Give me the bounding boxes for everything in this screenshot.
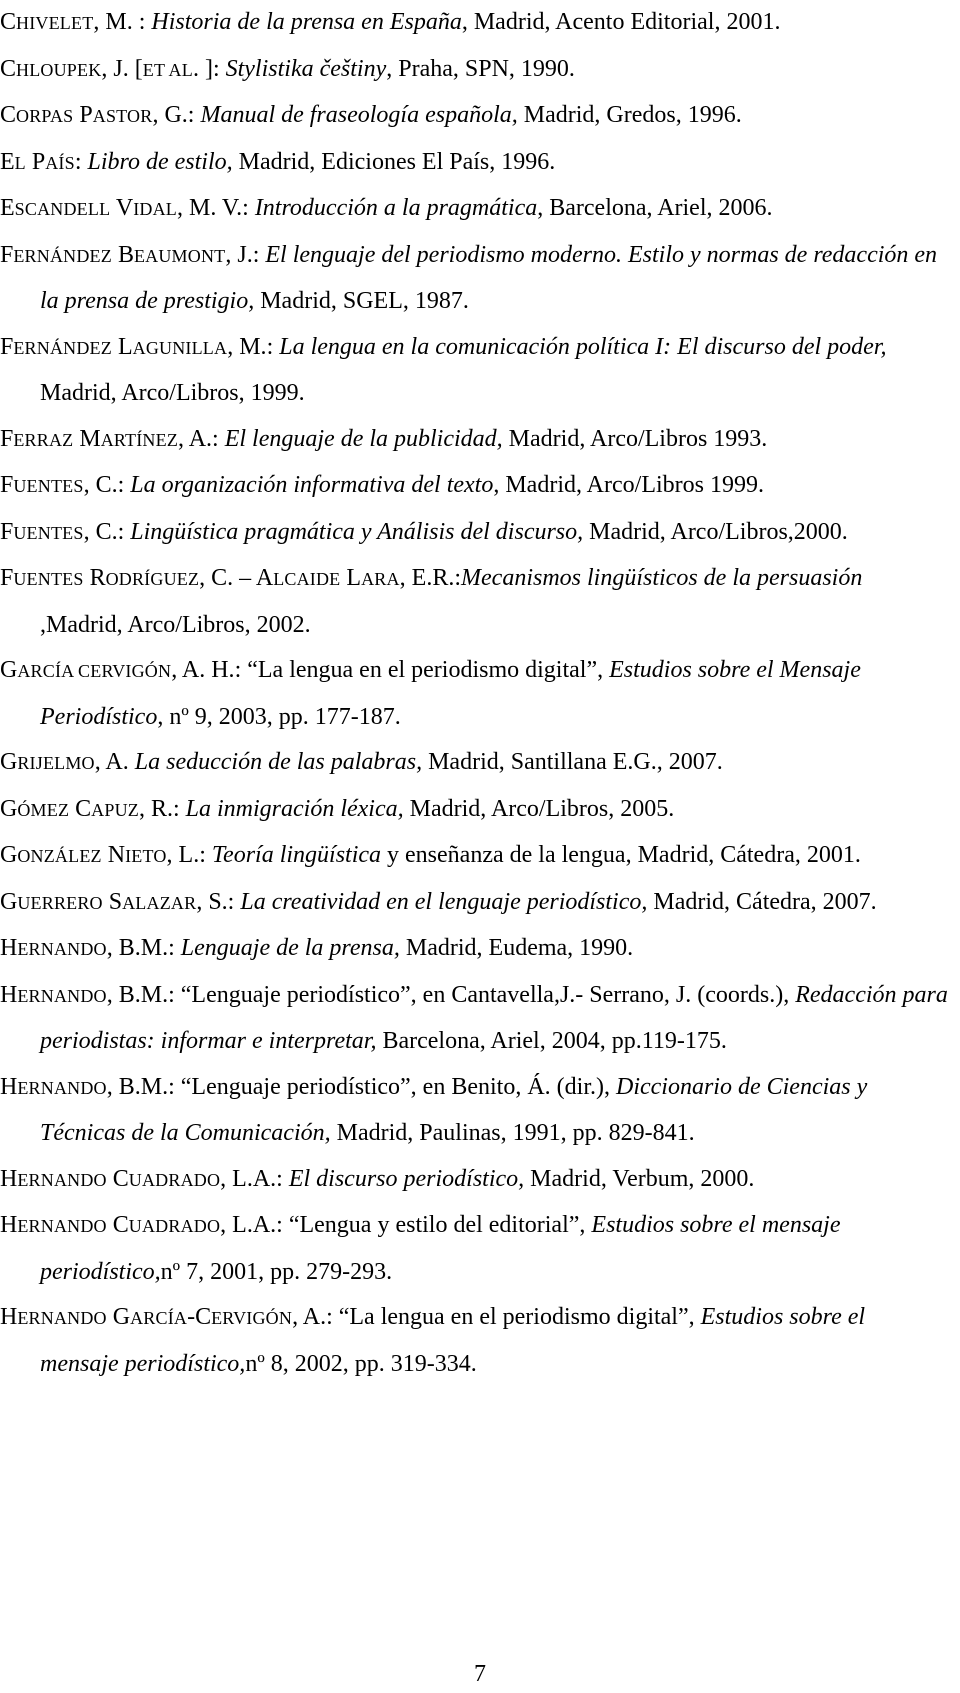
author-name: F	[0, 565, 14, 591]
author-name: B	[111, 241, 134, 268]
author-name: ARCÍA CERVIGÓN	[17, 661, 172, 681]
citation-text: :	[212, 55, 226, 82]
author-name: F	[0, 472, 14, 498]
author-name: , A.	[178, 425, 213, 452]
author-name: UADRADO	[128, 1216, 221, 1236]
author-name: , G.	[152, 102, 188, 128]
citation-text: Madrid, Arco/Libros, 2005.	[403, 795, 675, 822]
author-name: , A.	[94, 749, 135, 775]
author-name: , J. [	[101, 55, 143, 82]
author-name: ERNÁNDEZ	[13, 337, 112, 358]
citation-text: :	[242, 195, 255, 221]
author-name: ARCÍA	[130, 1308, 188, 1328]
citation-text: , Barcelona, Ariel, 2006.	[537, 195, 773, 221]
citation-text: :	[252, 241, 266, 268]
author-name: L	[111, 333, 133, 360]
author-name: C	[0, 102, 17, 128]
author-name: , C. – A	[199, 565, 274, 591]
author-name: SCANDELL	[14, 199, 111, 219]
bibliography-entry	[0, 787, 948, 834]
author-name: L	[340, 565, 362, 591]
author-name: . ]	[192, 55, 213, 82]
author-name: F	[0, 333, 14, 360]
author-name: G	[0, 657, 18, 683]
bibliography-entry	[0, 1157, 948, 1204]
author-name: ERNÁNDEZ	[13, 245, 112, 266]
author-name: UERRERO	[17, 892, 103, 913]
author-name: UENTES	[13, 522, 84, 543]
author-name: C	[106, 1165, 129, 1192]
author-name: HIVELET	[16, 13, 94, 33]
bibliography-entry	[0, 417, 948, 464]
author-name: F	[0, 241, 14, 268]
author-name: EAUMONT	[133, 245, 226, 266]
author-name: G	[0, 842, 18, 868]
author-name: ÓMEZ	[17, 799, 70, 820]
author-name: C	[69, 795, 92, 822]
author-name: V	[110, 195, 134, 221]
author-name: ERRAZ	[13, 429, 74, 450]
citation-text: ,Madrid, Arco/Libros, 2002.	[40, 611, 311, 638]
author-name: ERVIGÓN	[211, 1308, 293, 1328]
author-name: HLOUPEK	[16, 59, 102, 80]
work-title: El lenguaje de la publicidad,	[224, 425, 503, 452]
author-name: ARA	[361, 569, 400, 589]
author-name: S	[102, 888, 123, 915]
author-name: G	[106, 1304, 131, 1330]
citation-text: y enseñanza de la lengua, Madrid, Cátedra, 2001.	[381, 842, 861, 868]
author-name: , C.	[83, 518, 118, 545]
citation-text: :	[266, 333, 280, 360]
bibliography-entry	[0, 140, 948, 187]
citation-text: :	[227, 888, 241, 915]
author-name: E	[0, 195, 15, 221]
citation-text: , Madrid, Acento Editorial, 2001.	[461, 9, 781, 35]
author-name: , B.M.	[106, 1073, 169, 1100]
citation-text: :	[117, 472, 131, 498]
author-name: ERNANDO	[17, 939, 107, 959]
citation-text: Madrid, Verbum, 2000.	[524, 1165, 755, 1192]
work-title: Introducción a la pragmática	[254, 195, 538, 221]
bibliography-entry	[0, 1065, 948, 1157]
author-name: L	[14, 152, 26, 173]
author-name: IETO	[125, 846, 167, 866]
author-name: H	[0, 1212, 18, 1238]
citation-text: :	[187, 102, 201, 128]
author-name: UADRADO	[128, 1169, 221, 1190]
work-title: La creatividad en el lenguaje periodístico,	[240, 888, 648, 915]
author-name: , A.	[292, 1304, 327, 1330]
work-title: Libro de estilo,	[87, 148, 233, 175]
author-name: -C	[187, 1304, 212, 1330]
author-name: , B.M.	[106, 935, 169, 961]
page-number: 7	[474, 1661, 486, 1687]
author-name: R	[83, 565, 106, 591]
citation-text: : “Lenguaje periodístico”, en Cantavella,J.- Serrano, J. (coords.),	[168, 981, 796, 1008]
bibliography-entry	[0, 926, 948, 973]
citation-text: Madrid, Arco/Libros 1993.	[502, 425, 768, 452]
author-name: LCAIDE	[273, 569, 341, 589]
work-title: Historia de la prensa en España	[151, 9, 462, 35]
work-title: Manual de fraseología española,	[200, 102, 518, 128]
work-title: La lengua en la comunicación política I: El discurso del poder,	[279, 333, 887, 360]
bibliography-entry	[0, 880, 948, 927]
work-title: Estudios sobre el mensaje periodístico,	[40, 1212, 841, 1285]
bibliography-entry	[0, 463, 948, 510]
author-name: H	[0, 935, 18, 961]
author-name: E	[0, 148, 15, 175]
author-name: ALAZAR	[122, 892, 197, 913]
bibliography-entry	[0, 740, 948, 787]
author-name: ERNANDO	[17, 985, 107, 1006]
author-name: P	[73, 102, 93, 128]
citation-text: Madrid, Gredos, 1996.	[517, 102, 742, 128]
citation-text: Madrid, Cátedra, 2007.	[647, 888, 877, 915]
author-name: C	[0, 9, 17, 35]
bibliography-entry	[0, 1203, 948, 1295]
work-title: Stylistika češtiny	[225, 55, 387, 82]
citation-text: :	[454, 565, 462, 591]
citation-text: . :	[126, 9, 152, 35]
author-name: ERNANDO	[17, 1169, 107, 1190]
author-name: , S.	[196, 888, 228, 915]
author-name: AGUNILLA	[132, 337, 228, 358]
citation-text: :	[172, 795, 186, 822]
work-title: El lenguaje del periodismo moderno. Estilo y normas de redacción en la prensa de prestigio,	[40, 241, 938, 314]
work-title: Lenguaje de la prensa,	[180, 935, 400, 961]
citation-text: : “La lengua en el periodismo digital”,	[326, 1304, 701, 1330]
work-title: Teoría lingüística	[211, 842, 382, 868]
author-name: N	[101, 842, 126, 868]
citation-text: Barcelona, Ariel, 2004, pp.119-175.	[376, 1028, 727, 1054]
bibliography-entry	[0, 186, 948, 233]
author-name: ERNANDO	[17, 1308, 107, 1328]
author-name: , M	[93, 9, 127, 35]
citation-text: nº 8, 2002, pp. 319-334.	[245, 1350, 477, 1377]
bibliography-entry	[0, 47, 948, 94]
author-name: , E.R.	[399, 565, 455, 591]
bibliography-entry	[0, 233, 948, 325]
author-name: , J.	[225, 241, 253, 268]
author-name: , L.A.	[220, 1165, 277, 1192]
bibliography-entry	[0, 325, 948, 417]
author-name: G	[0, 749, 18, 775]
work-title: La inmigración léxica,	[185, 795, 404, 822]
author-name: UENTES	[13, 476, 84, 496]
bibliography-entry	[0, 556, 948, 648]
author-name: UENTES	[13, 569, 84, 589]
author-name: G	[0, 795, 18, 822]
work-title: Diccionario de Ciencias y Técnicas de la Comunicación,	[40, 1073, 868, 1146]
bibliography-entry	[0, 648, 948, 740]
author-name: P	[25, 148, 46, 175]
author-name: H	[0, 1073, 18, 1100]
author-name: ERNANDO	[17, 1077, 107, 1098]
author-name: , M. V.	[176, 195, 243, 221]
citation-text: :	[117, 518, 131, 545]
author-name: ASTOR	[92, 106, 153, 126]
author-name: ERNANDO	[17, 1216, 107, 1236]
citation-text: Madrid, Arco/Libros, 1999.	[40, 380, 305, 406]
author-name: ARTÍNEZ	[100, 429, 179, 450]
author-name: H	[0, 1165, 18, 1192]
bibliography-entry	[0, 833, 948, 880]
author-name: AÍS	[45, 152, 75, 173]
citation-text: Madrid, Ediciones El País, 1996.	[232, 148, 556, 175]
author-name: RIJELMO	[17, 753, 95, 773]
author-name: C	[0, 55, 17, 82]
citation-text: :	[168, 935, 181, 961]
citation-text: : “Lenguaje periodístico”, en Benito, Á. (dir.),	[168, 1073, 616, 1100]
citation-text: :	[276, 1165, 289, 1192]
author-name: , A. H.	[171, 657, 235, 683]
bibliography-entry	[0, 973, 948, 1065]
citation-text: , nº 9, 2003, pp. 177-187.	[157, 703, 401, 730]
citation-text: Madrid, Santillana E.G., 2007.	[422, 749, 723, 775]
bibliography-entry	[0, 0, 948, 47]
work-title: Lingüística pragmática y Análisis del discurso,	[130, 518, 584, 545]
citation-text: Madrid, SGEL, 1987.	[254, 288, 469, 314]
author-name: F	[0, 518, 14, 545]
bibliography-entry	[0, 1295, 948, 1387]
citation-text: :	[212, 425, 225, 452]
citation-text: , Praha, SPN, 1990.	[386, 55, 575, 82]
work-title: El discurso periodístico,	[288, 1165, 525, 1192]
author-name: , L.A.	[220, 1212, 277, 1238]
work-title: Mecanismos lingüísticos de la persuasión	[461, 565, 863, 591]
author-name: H	[0, 981, 18, 1008]
citation-text: :	[199, 842, 212, 868]
author-name: , B.M.	[106, 981, 169, 1008]
citation-text: , Madrid, Arco/Libros 1999.	[493, 472, 764, 498]
author-name: , M.	[227, 333, 267, 360]
author-name: APUZ	[91, 799, 139, 820]
author-name: H	[0, 1304, 18, 1330]
citation-text: Madrid, Paulinas, 1991, pp. 829-841.	[330, 1120, 695, 1146]
author-name: ONZÁLEZ	[17, 846, 102, 866]
work-title: La organización informativa del texto	[130, 472, 494, 498]
citation-text: Madrid, Eudema, 1990.	[399, 935, 634, 961]
work-title: Redacción para periodistas: informar e interpretar,	[40, 981, 948, 1054]
work-title: Estudios sobre el Mensaje Periodístico	[40, 657, 861, 730]
work-title: Estudios sobre el mensaje periodístico,	[40, 1304, 866, 1377]
citation-text: nº 7, 2001, pp. 279-293.	[160, 1258, 393, 1285]
citation-text: :	[74, 148, 88, 175]
author-name: IDAL	[133, 199, 177, 219]
citation-text: : “Lengua y estilo del editorial”,	[276, 1212, 592, 1238]
bibliography-entry	[0, 93, 948, 140]
author-name: , C.	[83, 472, 118, 498]
bibliography-entry	[0, 510, 948, 557]
author-name: ET AL	[142, 59, 193, 80]
author-name: C	[106, 1212, 129, 1238]
citation-text: Madrid, Arco/Libros,2000.	[583, 518, 848, 545]
author-name: , L.	[166, 842, 200, 868]
author-name: ORPAS	[16, 106, 74, 126]
work-title: La seducción de las palabras,	[134, 749, 423, 775]
author-name: , R.	[138, 795, 173, 822]
author-name: ODRÍGUEZ	[105, 569, 200, 589]
author-name: F	[0, 425, 14, 452]
author-name: M	[73, 425, 101, 452]
citation-text: : “La lengua en el periodismo digital”,	[234, 657, 610, 683]
author-name: G	[0, 888, 18, 915]
